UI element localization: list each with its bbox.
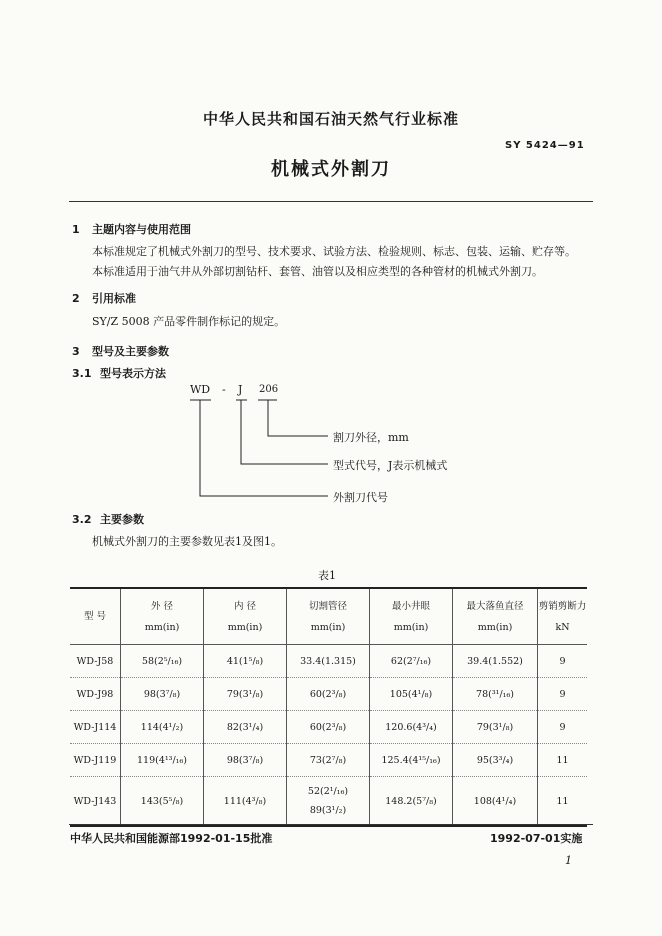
- section-title: 型号表示方法: [100, 367, 166, 380]
- cell-min-hole: 148.2(5⁷/₈): [370, 777, 453, 827]
- leader-type-code: [241, 400, 328, 464]
- section-number: 3: [72, 345, 80, 358]
- section-2-paragraph-1: SY/Z 5008 产品零件制作标记的规定。: [92, 315, 286, 328]
- cell-shear-force: 11: [538, 744, 588, 777]
- cell-max-fish-diameter: 108(4¹/₄): [453, 777, 538, 827]
- leader-cutter-code: [200, 400, 328, 496]
- table-row: [70, 678, 587, 711]
- footer-rule: [69, 824, 593, 825]
- cell-inner-diameter: 82(3¹/₄): [204, 711, 287, 744]
- cell-min-hole: 62(2⁷/₁₆): [370, 645, 453, 678]
- label-cutter-code: 外割刀代号: [333, 491, 388, 504]
- cell-cutting-pipe-diameter: 52(2¹/₁₆) 89(3¹/₂): [287, 777, 370, 827]
- section-1-paragraph-2: 本标准适用于油气井从外部切割钻杆、套管、油管以及相应类型的各种管材的机械式外割刀。: [92, 265, 543, 278]
- cell-outer-diameter: 98(3⁷/₈): [121, 678, 204, 711]
- issuing-organization: 中华人民共和国石油天然气行业标准: [202, 110, 459, 128]
- cell-max-fish-diameter: 79(3¹/₈): [453, 711, 538, 744]
- header-min-hole: 最小井眼 mm(in): [370, 588, 453, 645]
- cell-max-fish-diameter: 95(3³/₄): [453, 744, 538, 777]
- section-1-paragraph-1: 本标准规定了机械式外割刀的型号、技术要求、试验方法、检验规则、标志、包装、运输、贮存等。: [92, 245, 576, 258]
- section-title: 主题内容与使用范围: [92, 223, 191, 236]
- cell-shear-force: 9: [538, 711, 588, 744]
- cell-min-hole: 120.6(4³/₄): [370, 711, 453, 744]
- section-title: 引用标准: [92, 292, 136, 305]
- table-caption: 表1: [318, 569, 336, 582]
- cell-cutting-pipe-diameter: 73(2⁷/₈): [287, 744, 370, 777]
- header-model: 型 号: [70, 588, 121, 645]
- label-outer-diameter: 割刀外径，mm: [333, 431, 409, 444]
- section-number: 1: [72, 223, 80, 236]
- cell-cutting-pipe-diameter: 60(2³/₈): [287, 678, 370, 711]
- label-type-code: 型式代号，J表示机械式: [333, 459, 448, 472]
- cell-shear-force: 9: [538, 678, 588, 711]
- cell-inner-diameter: 79(3¹/₈): [204, 678, 287, 711]
- leader-outer-diameter: [268, 400, 328, 436]
- table-row: [70, 645, 587, 678]
- cell-inner-diameter: 111(4³/₈): [204, 777, 287, 827]
- section-title: 主要参数: [100, 513, 144, 526]
- section-number: 3.1: [72, 367, 92, 380]
- code-j: J: [238, 383, 243, 396]
- code-wd: WD: [190, 383, 211, 396]
- cell-max-fish-diameter: 39.4(1.552): [453, 645, 538, 678]
- section-3-2-heading: [72, 511, 144, 527]
- table-row: [70, 711, 587, 744]
- cell-cutting-pipe-diameter: 33.4(1.315): [287, 645, 370, 678]
- section-number: 3.2: [72, 513, 92, 526]
- approval-note: 中华人民共和国能源部1992-01-15批准: [70, 832, 273, 845]
- effective-date: 1992-07-01实施: [490, 832, 583, 845]
- section-title: 型号及主要参数: [92, 345, 169, 358]
- cell-cutting-pipe-diameter: 60(2³/₈): [287, 711, 370, 744]
- code-206: 206: [259, 384, 279, 395]
- cell-min-hole: 125.4(4¹⁵/₁₆): [370, 744, 453, 777]
- cell-max-fish-diameter: 78(³¹/₁₆): [453, 678, 538, 711]
- cell-outer-diameter: 58(2⁵/₁₆): [121, 645, 204, 678]
- header-outer-diameter: 外 径 mm(in): [121, 588, 204, 645]
- header-shear-force: 剪销剪断力 kN: [538, 588, 588, 645]
- section-3-2-paragraph-1: 机械式外割刀的主要参数见表1及图1。: [92, 535, 282, 548]
- parameters-table: [70, 587, 587, 827]
- cell-outer-diameter: 143(5⁵/₈): [121, 777, 204, 827]
- page-number: 1: [565, 854, 572, 867]
- header-max-fish-diameter: 最大落鱼直径 mm(in): [453, 588, 538, 645]
- header-cutting-pipe-diameter: 切割管径 mm(in): [287, 588, 370, 645]
- cell-outer-diameter: 114(4¹/₂): [121, 711, 204, 744]
- cell-inner-diameter: 98(3⁷/₈): [204, 744, 287, 777]
- cell-model: WD-J114: [70, 711, 121, 744]
- table-row: [70, 777, 587, 827]
- code-dash: -: [222, 383, 226, 396]
- standard-number: SY 5424—91: [505, 140, 585, 151]
- cell-shear-force: 11: [538, 777, 588, 827]
- table-header-row: [70, 588, 587, 645]
- cell-shear-force: 9: [538, 645, 588, 678]
- cell-min-hole: 105(4¹/₈): [370, 678, 453, 711]
- header-inner-diameter: 内 径 mm(in): [204, 588, 287, 645]
- table-row: [70, 744, 587, 777]
- cell-model: WD-J98: [70, 678, 121, 711]
- document-title: 机械式外割刀: [271, 159, 391, 180]
- cell-inner-diameter: 41(1⁵/₈): [204, 645, 287, 678]
- section-number: 2: [72, 292, 80, 305]
- cell-outer-diameter: 119(4¹³/₁₆): [121, 744, 204, 777]
- cell-model: WD-J143: [70, 777, 121, 827]
- cell-model: WD-J58: [70, 645, 121, 678]
- cell-model: WD-J119: [70, 744, 121, 777]
